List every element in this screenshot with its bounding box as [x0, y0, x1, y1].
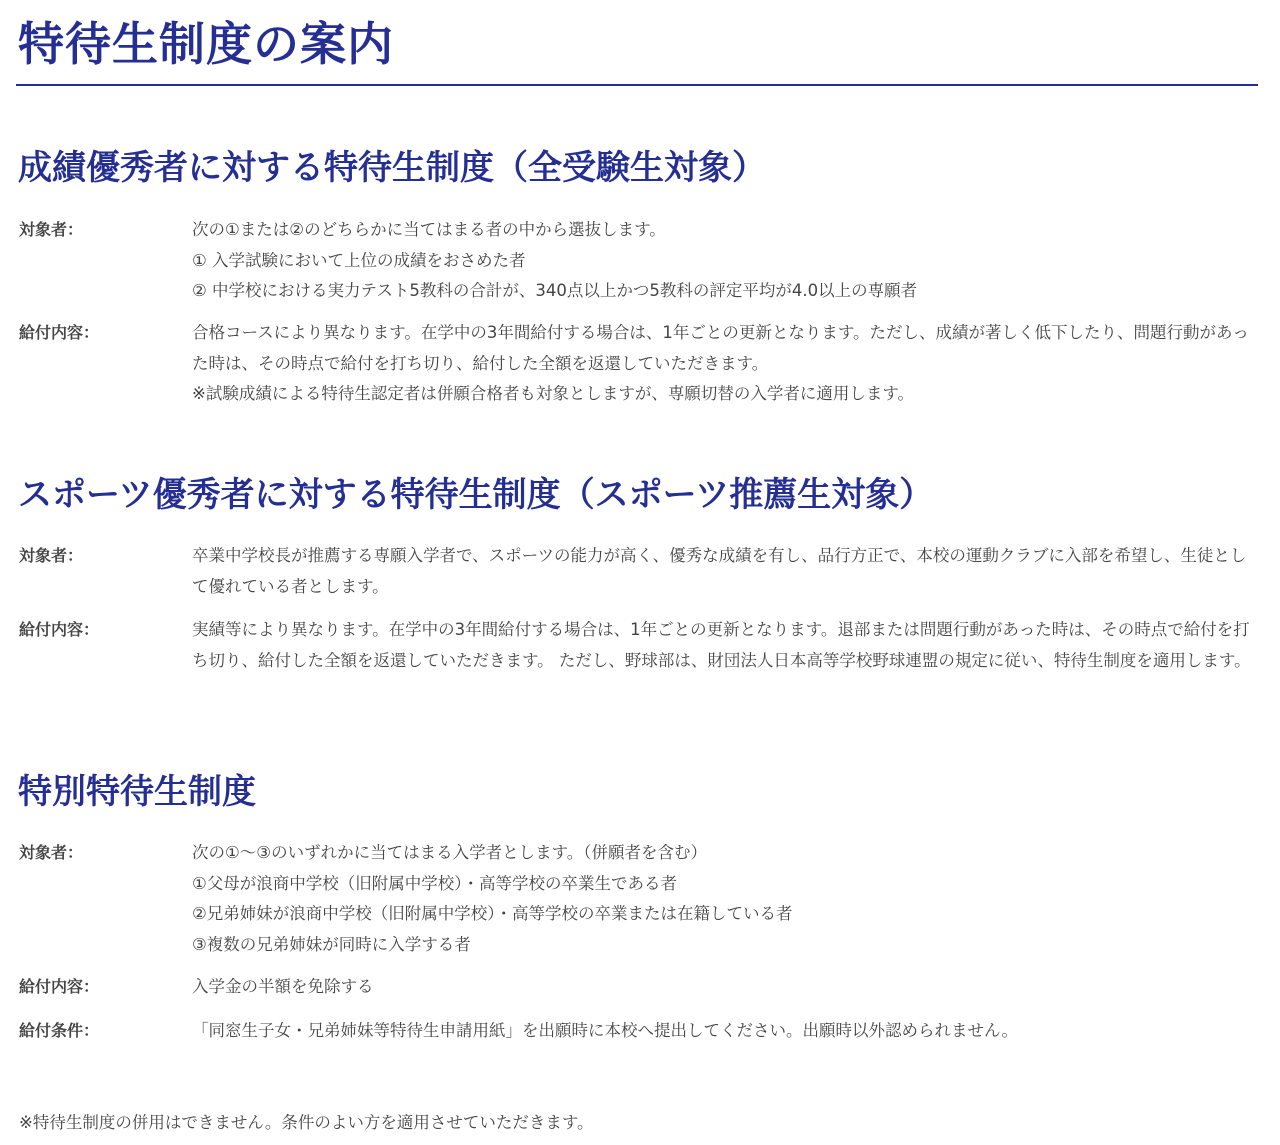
title-divider [16, 84, 1258, 86]
text-line: ①父母が浪商中学校（旧附属中学校）・高等学校の卒業生である者 [192, 873, 678, 893]
section-title: スポーツ優秀者に対する特待生制度（スポーツ推薦生対象） [18, 475, 934, 515]
row-label: 給付内容： [19, 323, 100, 342]
text-line: 「同窓生子女・兄弟姉妹等特待生申請用紙」を出願時に本校へ提出してください。出願時以外認められません。 [192, 1021, 1018, 1040]
note-line: ※試験成績による特待生認定者は併願合格者も対象としますが、専願切替の入学者に適用します。 [192, 384, 915, 403]
row-body [192, 1016, 1258, 1047]
text-line: ② 中学校における実力テスト5教科の合計が、340点以上かつ5教科の評定平均が4.0以上の専願者 [192, 281, 918, 300]
text-line: ②兄弟姉妹が浪商中学校（旧附属中学校）・高等学校の卒業または在籍している者 [192, 904, 793, 923]
page-title: 特待生制度の案内 [18, 17, 394, 71]
text-paragraph: 合格コースにより異なります。在学中の3年間給付する場合は、1年ごとの更新となります。ただし、成績が著しく低下したり、問題行動があった時は、その時点で給付を打ち切り、給付した全額を返還していただきます。 [192, 323, 1249, 373]
row-body [192, 215, 1258, 307]
text-paragraph: 卒業中学校長が推薦する専願入学者で、スポーツの能力が高く、優秀な成績を有し、品行方正で、本校の運動クラブに入部を希望し、生徒として優れている者とします。 [192, 546, 1247, 596]
text-line: ① 入学試験において上位の成績をおさめた者 [192, 250, 526, 270]
text-line: 入学金の半額を免除する [192, 977, 374, 996]
text-line: ③複数の兄弟姉妹が同時に入学する者 [192, 934, 471, 954]
footnote: ※特待生制度の併用はできません。条件のよい方を適用させていただきます。 [19, 1113, 594, 1132]
row-label: 給付内容： [19, 620, 100, 639]
row-body [192, 541, 1258, 602]
row-body [192, 838, 1258, 960]
row-label: 対象者： [19, 843, 84, 862]
section-title: 成績優秀者に対する特待生制度（全受験生対象） [18, 148, 766, 188]
row-label: 対象者： [19, 220, 84, 239]
row-label: 給付条件： [19, 1021, 100, 1040]
row-label: 対象者： [19, 546, 84, 565]
section-title: 特別特待生制度 [18, 772, 256, 812]
text-line: 次の①または②のどちらかに当てはまる者の中から選抜します。 [192, 220, 666, 239]
row-label: 給付内容： [19, 977, 100, 996]
text-paragraph: 実績等により異なります。在学中の3年間給付する場合は、1年ごとの更新となります。退部または問題行動があった時は、その時点で給付を打ち切り、給付した全額を返還していただきます。 ただし、野球部は、財団法人日本高等学校野球連盟の規定に従い、特待生制度を適用します。 [192, 620, 1251, 670]
row-body [192, 615, 1258, 676]
text-line: 次の①～③のいずれかに当てはまる入学者とします。（併願者を含む） [192, 843, 708, 862]
row-body [192, 972, 1258, 1003]
row-body [192, 318, 1258, 410]
